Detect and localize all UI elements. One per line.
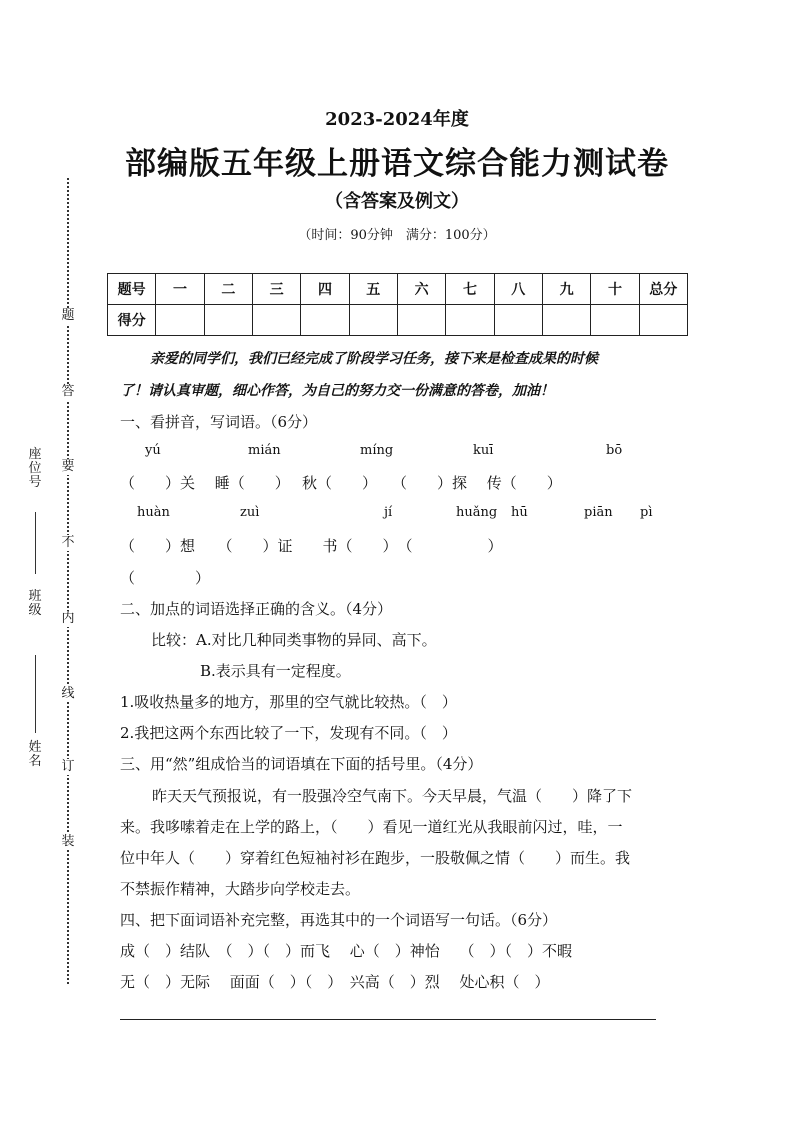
table-cell: 四 <box>301 274 349 305</box>
answer-line[interactable]: （ ） <box>120 569 211 587</box>
score-input-cell[interactable] <box>639 305 687 336</box>
table-cell: 五 <box>349 274 397 305</box>
idiom-line[interactable]: 成（ ）结队 （ ）（ ）而飞 心（ ）神怡 （ ）（ ）不暇 <box>120 942 573 960</box>
table-cell: 一 <box>156 274 204 305</box>
table-cell: 得分 <box>108 305 156 336</box>
intro-line: 亲爱的同学们，我们已经完成了阶段学习任务，接下来是检查成果的时候 <box>150 351 598 367</box>
seat-number-label: 座位号 <box>28 447 42 490</box>
table-cell: 九 <box>542 274 590 305</box>
exam-title: 部编版五年级上册语文综合能力测试卷 <box>125 146 669 182</box>
question-heading: 一、看拼音，写词语。（6分） <box>120 413 318 431</box>
binding-char: 要 <box>61 459 75 474</box>
score-table-header-row <box>108 274 688 305</box>
score-input-cell[interactable] <box>252 305 300 336</box>
passage-line[interactable]: 来。我哆嗦着走在上学的路上，（ ）看见一道红光从我眼前闪过，哇，一 <box>120 818 623 836</box>
answer-line[interactable]: （ ）想 （ ）证 书（ ） （ ） <box>120 537 503 555</box>
table-cell: 六 <box>397 274 445 305</box>
pinyin: zuì <box>240 505 260 520</box>
exam-subtitle: （含答案及例文） <box>325 191 469 212</box>
question-heading: 三、用“然”组成恰当的词语填在下面的括号里。（4分） <box>120 755 483 773</box>
class-line <box>35 655 36 733</box>
score-input-cell[interactable] <box>591 305 639 336</box>
binding-char: 题 <box>61 308 75 323</box>
score-input-cell[interactable] <box>542 305 590 336</box>
idiom-line[interactable]: 无（ ）无际 面面（ ）（ ） 兴高（ ）烈 处心积（ ） <box>120 973 550 991</box>
score-input-cell[interactable] <box>446 305 494 336</box>
score-input-cell[interactable] <box>397 305 445 336</box>
table-cell: 二 <box>204 274 252 305</box>
pinyin: jí <box>384 505 393 520</box>
pinyin: míng <box>360 443 394 458</box>
pinyin: huàn <box>137 505 170 520</box>
table-cell: 十 <box>591 274 639 305</box>
pinyin: piān <box>584 505 613 520</box>
pinyin: bō <box>606 443 623 458</box>
binding-char: 装 <box>61 834 75 849</box>
binding-dotted-line <box>67 178 69 984</box>
question-heading: 二、加点的词语选择正确的含义。（4分） <box>120 600 393 618</box>
class-label: 班级 <box>28 589 42 618</box>
answer-line[interactable]: （ ）关 睡（ ） 秋（ ） （ ）探 传（ ） <box>120 474 562 492</box>
definition-a: 比较：A.对比几种同类事物的异同、高下。 <box>151 631 437 649</box>
pinyin: yú <box>145 443 161 458</box>
exam-time-info: （时间：90分钟 满分：100分） <box>298 228 496 243</box>
score-table-score-row <box>108 305 688 336</box>
passage-line[interactable]: 昨天天气预报说，有一股强冷空气南下。今天早晨，气温（ ）降了下 <box>152 787 633 805</box>
passage-line: 不禁振作精神，大踏步向学校走去。 <box>120 880 361 898</box>
binding-char: 订 <box>61 759 75 774</box>
seat-number-line <box>35 512 36 574</box>
binding-char: 线 <box>61 686 75 701</box>
score-input-cell[interactable] <box>349 305 397 336</box>
table-cell: 八 <box>494 274 542 305</box>
binding-char: 内 <box>61 611 75 626</box>
question-heading: 四、把下面词语补充完整，再选其中的一个词语写一句话。（6分） <box>120 911 558 929</box>
name-label: 姓名 <box>28 740 42 769</box>
binding-char: 不 <box>61 535 75 550</box>
definition-b: B.表示具有一定程度。 <box>200 662 351 680</box>
pinyin: pì <box>640 505 653 520</box>
score-input-cell[interactable] <box>156 305 204 336</box>
table-cell: 题号 <box>108 274 156 305</box>
score-input-cell[interactable] <box>301 305 349 336</box>
score-input-cell[interactable] <box>204 305 252 336</box>
pinyin: huǎng <box>456 505 498 520</box>
question-item[interactable]: 1.吸收热量多的地方，那里的空气就比较热。（ ） <box>120 693 457 711</box>
score-table <box>107 273 688 336</box>
pinyin: mián <box>248 443 281 458</box>
table-cell: 总分 <box>639 274 687 305</box>
table-cell: 三 <box>252 274 300 305</box>
pinyin: hū <box>511 505 528 520</box>
exam-year: 2023-2024年度 <box>325 109 469 130</box>
passage-line[interactable]: 位中年人（ ）穿着红色短袖衬衫在跑步，一股敬佩之情（ ）而生。我 <box>120 849 631 867</box>
binding-char: 答 <box>61 384 75 399</box>
score-input-cell[interactable] <box>494 305 542 336</box>
table-cell: 七 <box>446 274 494 305</box>
writing-answer-line[interactable] <box>120 1019 656 1020</box>
pinyin: kuī <box>473 443 494 458</box>
intro-line: 了！请认真审题，细心作答，为自己的努力交一份满意的答卷，加油！ <box>120 383 554 399</box>
question-item[interactable]: 2.我把这两个东西比较了一下，发现有不同。（ ） <box>120 724 457 742</box>
